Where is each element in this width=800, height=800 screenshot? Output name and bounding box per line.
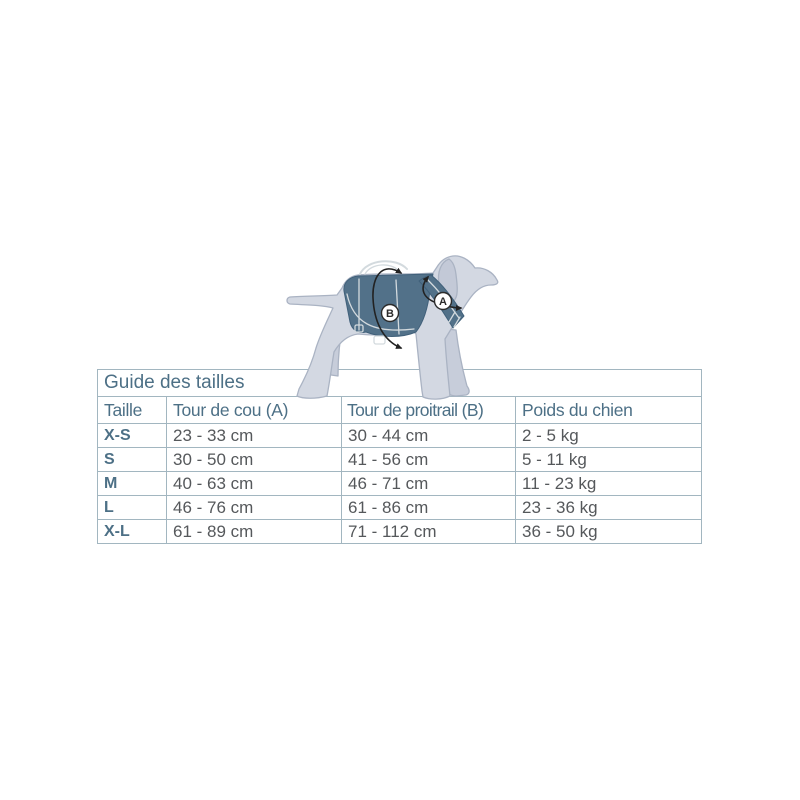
chest-cell: 46 - 71 cm — [342, 472, 516, 496]
neck-cell: 30 - 50 cm — [167, 448, 342, 472]
marker-a-label: A — [439, 296, 447, 308]
weight-cell: 36 - 50 kg — [516, 520, 702, 544]
chest-cell: 71 - 112 cm — [342, 520, 516, 544]
column-header-chest: Tour de proitrail (B) — [342, 397, 516, 424]
size-cell: L — [98, 496, 167, 520]
size-cell: X-S — [98, 424, 167, 448]
column-header-neck: Tour de cou (A) — [167, 397, 342, 424]
chest-cell: 61 - 86 cm — [342, 496, 516, 520]
size-cell: X-L — [98, 520, 167, 544]
neck-cell: 40 - 63 cm — [167, 472, 342, 496]
size-cell: M — [98, 472, 167, 496]
dog-harness-illustration — [270, 228, 560, 428]
neck-cell: 23 - 33 cm — [167, 424, 342, 448]
weight-cell: 23 - 36 kg — [516, 496, 702, 520]
weight-cell: 2 - 5 kg — [516, 424, 702, 448]
table-title: Guide des tailles — [98, 370, 702, 397]
table-row — [98, 448, 702, 472]
column-header-weight: Poids du chien — [516, 397, 702, 424]
size-cell: S — [98, 448, 167, 472]
weight-cell: 5 - 11 kg — [516, 448, 702, 472]
table-row — [98, 520, 702, 544]
neck-cell: 46 - 76 cm — [167, 496, 342, 520]
table-row — [98, 496, 702, 520]
neck-cell: 61 - 89 cm — [167, 520, 342, 544]
table-row — [98, 472, 702, 496]
chest-cell: 41 - 56 cm — [342, 448, 516, 472]
marker-b-label: B — [386, 308, 394, 320]
chest-cell: 30 - 44 cm — [342, 424, 516, 448]
weight-cell: 11 - 23 kg — [516, 472, 702, 496]
harness-buckle-chest — [374, 336, 385, 344]
column-header-size: Taille — [98, 397, 167, 424]
